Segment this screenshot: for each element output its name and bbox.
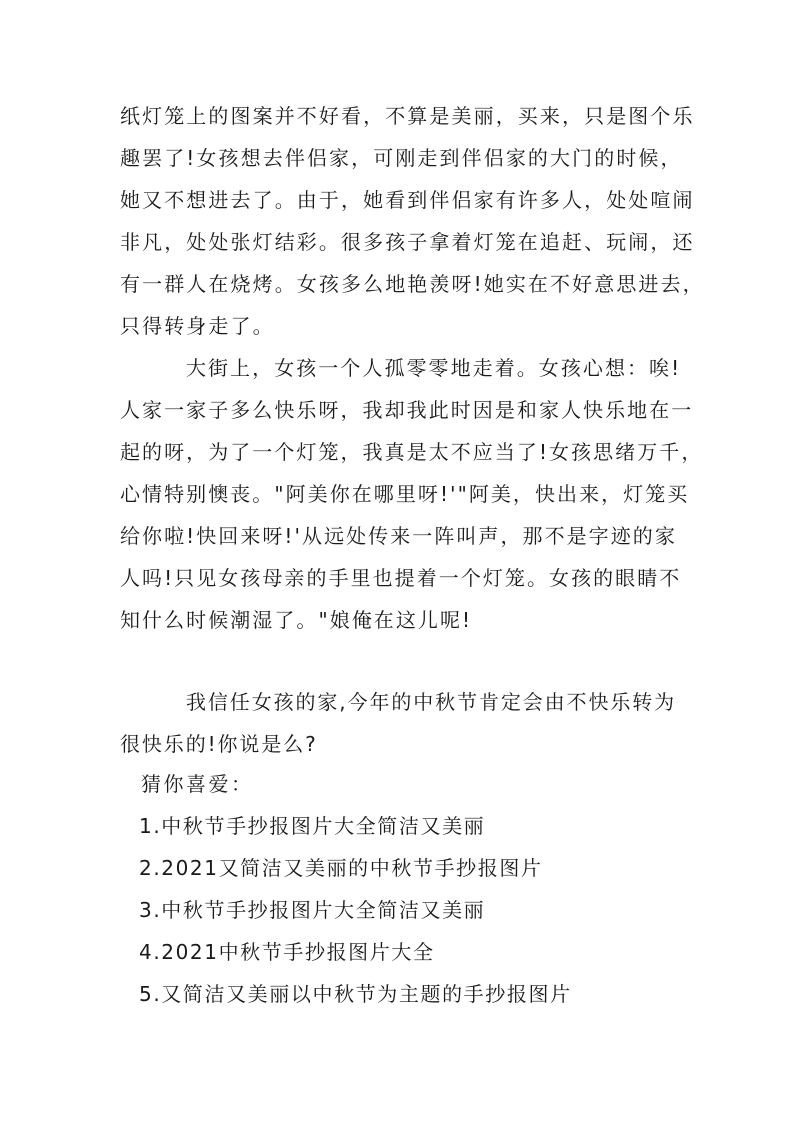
paragraph-line: 她又不想进去了。由于，她看到伴侣家有许多人，处处喧闹 <box>120 188 695 212</box>
related-link[interactable]: 4.2021中秋节手抄报图片大全 <box>139 940 435 964</box>
paragraph-line: 给你啦!快回来呀!'从远处传来一阵叫声，那不是字迹的家 <box>120 524 677 548</box>
related-link[interactable]: 1.中秋节手抄报图片大全简洁又美丽 <box>139 814 486 838</box>
paragraph-line: 大街上，女孩一个人孤零零地走着。女孩心想：唉! <box>186 356 682 380</box>
paragraph-line: 人吗!只见女孩母亲的手里也提着一个灯笼。女孩的眼睛不 <box>120 566 682 590</box>
paragraph-line: 心情特别懊丧。"阿美你在哪里呀!'"阿美，快出来，灯笼买 <box>120 482 690 506</box>
related-link[interactable]: 3.中秋节手抄报图片大全简洁又美丽 <box>139 898 486 922</box>
guess-you-like-label: 猜你喜爱： <box>141 772 254 796</box>
paragraph-line: 我信任女孩的家,今年的中秋节肯定会由不快乐转为 <box>186 690 677 714</box>
paragraph-line: 人家一家子多么快乐呀，我却我此时因是和家人快乐地在一 <box>120 398 694 422</box>
related-link[interactable]: 2.2021又简洁又美丽的中秋节手抄报图片 <box>139 856 543 880</box>
paragraph-line: 很快乐的!你说是么? <box>120 732 318 756</box>
paragraph-line: 只得转身走了。 <box>120 314 275 338</box>
paragraph-line: 纸灯笼上的图案并不好看，不算是美丽，买来，只是图个乐 <box>120 104 695 128</box>
paragraph-line: 有一群人在烧烤。女孩多么地艳羡呀!她实在不好意思进去， <box>120 272 705 296</box>
paragraph-line: 趣罢了!女孩想去伴侣家，可刚走到伴侣家的大门的时候， <box>120 146 683 170</box>
related-link[interactable]: 5.又简洁又美丽以中秋节为主题的手抄报图片 <box>139 982 572 1006</box>
paragraph-line: 知什么时候潮湿了。"娘俺在这儿呢! <box>120 608 473 632</box>
paragraph-line: 起的呀，为了一个灯笼，我真是太不应当了!女孩思绪万千， <box>120 440 704 464</box>
paragraph-line: 非凡，处处张灯结彩。很多孩子拿着灯笼在追赶、玩闹，还 <box>120 230 695 254</box>
